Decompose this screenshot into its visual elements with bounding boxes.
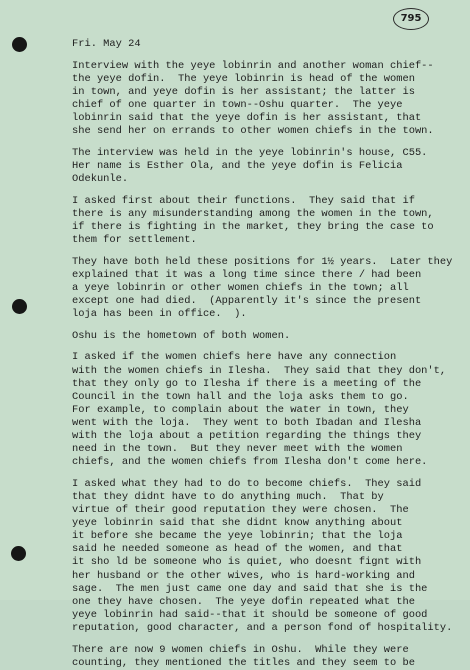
text-line: a yeye lobinrin or other women chiefs in the town; all	[72, 281, 409, 294]
text-line: virtue of their good reputation they were chosen. The	[72, 504, 409, 517]
text-line: For example, to complain about the water in town, they	[72, 403, 409, 416]
text-line: explained that it was a long time since there / had been	[72, 268, 422, 281]
text-line: sage. The men just came one day and said that she is the	[72, 582, 428, 595]
text-line: They have both held these positions for 1½ years. Later they	[72, 255, 453, 268]
punch-hole-bottom	[11, 546, 26, 561]
text-line: need in the town. But they never meet with the women	[72, 443, 403, 456]
paragraph	[72, 330, 457, 343]
punch-hole-middle	[12, 299, 27, 314]
text-line: said he needed someone as head of the women, and that	[72, 543, 403, 556]
text-line: the yeye dofin. The yeye lobinrin is head of the women	[72, 72, 415, 85]
punch-hole-top	[12, 37, 27, 52]
text-line: Interview with the yeye lobinrin and another woman chief--	[72, 59, 434, 72]
paragraph	[72, 644, 457, 670]
paragraph-gap	[72, 247, 457, 256]
paragraph	[72, 256, 457, 321]
text-line: went with the loja. They went to both Ibadan and Ilesha	[72, 416, 422, 429]
paragraph	[72, 60, 457, 139]
text-line: The interview was held in the yeye lobinrin's house, C55.	[72, 146, 428, 159]
page-number: 795	[393, 8, 429, 30]
paragraph	[72, 351, 457, 469]
text-line: except one had died. (Apparently it's since the present	[72, 294, 422, 307]
text-line: Council in the town hall and the loja asks them to go.	[72, 390, 409, 403]
text-line: one they have chosen. The yeye dofin repeated what the	[72, 595, 415, 608]
text-line: in town, and yeye dofin is her assistant; the latter is	[72, 85, 415, 98]
paragraph-gap	[72, 51, 457, 60]
text-line: if there is fighting in the market, they bring the case to	[72, 220, 434, 233]
paragraph	[72, 195, 457, 247]
text-line: them for settlement.	[72, 234, 197, 246]
text-line: that they didnt have to do anything much. That by	[72, 490, 384, 503]
text-line: I asked what they had to do to become chiefs. They said	[72, 477, 422, 490]
text-line: Odekunle.	[72, 173, 129, 186]
paragraph-gap	[72, 343, 457, 352]
text-line: Her name is Esther Ola, and the yeye dofin is Felicia	[72, 159, 403, 172]
paragraphs	[72, 51, 457, 670]
document-body	[72, 38, 457, 670]
text-line: counting, they mentioned the titles and they seem to be	[72, 656, 415, 669]
text-line: it sho ld be someone who is quiet, who doesnt fignt with	[72, 556, 422, 569]
paragraph-gap	[72, 321, 457, 330]
text-line: lobinrin said that the yeye dofin is her assistant, that	[72, 112, 422, 125]
paragraph-gap	[72, 138, 457, 147]
text-line: chiefs, and the women chiefs from Ilesha don't come here.	[72, 456, 428, 469]
text-line: there is any misunderstanding among the women in the town,	[72, 207, 434, 220]
text-line: her husband or the other wives, who is hard-working and	[72, 569, 415, 582]
text-line: There are now 9 women chiefs in Oshu. While they were	[72, 643, 409, 656]
text-line: loja has been in office. ).	[72, 308, 247, 321]
text-line: I asked if the women chiefs here have any connection	[72, 351, 397, 364]
text-line: reputation, good character, and a person fond of hospitality.	[72, 621, 453, 634]
text-line: yeye lobinrin said that she didnt know anything about	[72, 517, 403, 530]
paragraph-gap	[72, 186, 457, 195]
paragraph-gap	[72, 635, 457, 644]
text-line: it before she became the yeye lobinrin; that the loja	[72, 530, 403, 543]
text-line: yeye lobinrin had said--that it should be someone of good	[72, 608, 428, 621]
text-line: I asked first about their functions. They said that if	[72, 194, 415, 207]
text-line: with the loja about a petition regarding the things they	[72, 430, 422, 442]
text-line: that they only go to Ilesha if there is a meeting of the	[72, 377, 422, 390]
paragraph	[72, 478, 457, 635]
text-line: she send her on errands to other women chiefs in the town.	[72, 125, 434, 138]
text-line: chief of one quarter in town--Oshu quarter. The yeye	[72, 98, 403, 111]
text-line: Oshu is the hometown of both women.	[72, 329, 291, 342]
date-heading: Fri. May 24	[72, 38, 141, 50]
text-line: with the women chiefs in Ilesha. They said that they don't,	[72, 364, 447, 377]
paragraph-gap	[72, 469, 457, 478]
paragraph	[72, 147, 457, 186]
